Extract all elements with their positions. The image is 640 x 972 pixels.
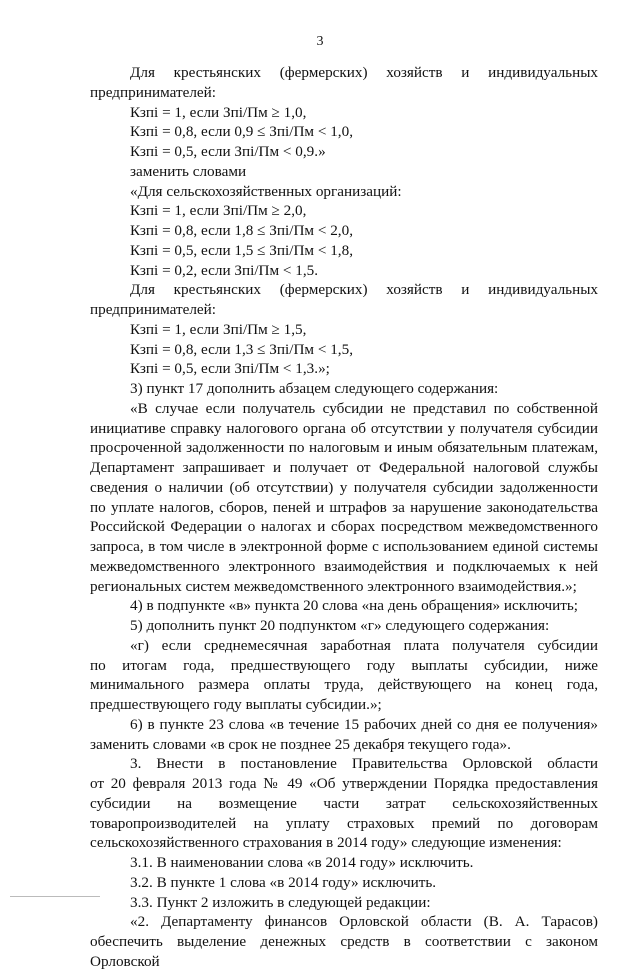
text-line: 3. Внести в постановление Правительства Орловской области [130,755,598,773]
text-line: от 20 февраля 2013 года № 49 «Об утверждении Порядка предоставления [90,775,598,792]
text-line: 6) в пункте 23 слова «в течение 15 рабочих дней со дня ее получения» [130,715,598,733]
footer-rule [10,896,100,897]
page-number: 3 [316,34,324,49]
text-line: 4) в подпункте «в» пункта 20 слова «на день обращения» исключить; [130,597,579,615]
text-line: «Для сельскохозяйственных организаций: [130,182,402,200]
text-line: по уплате налогов, сборов, пеней и штрафов за нарушение законодательства [90,498,598,516]
text-line: заменить словами «в срок не позднее 25 декабря текущего года». [90,735,511,753]
text-line: Кзпi = 0,5, если 1,5 ≤ Зпi/Пм < 1,8, [130,241,353,259]
text-line: «2. Департаменту финансов Орловской области (В. А. Тарасов) [130,913,598,931]
text-line: Российской Федерации о налогах и сборах посредством межведомственного [90,518,598,536]
text-line: Кзпi = 1, если Зпi/Пм ≥ 2,0, [130,202,307,220]
text-line: Кзпi = 1, если Зпi/Пм ≥ 1,0, [130,103,307,121]
text-line: 5) дополнить пункт 20 подпунктом «г» следующего содержания: [130,617,550,634]
text-line: Для крестьянских (фермерских) хозяйств и индивидуальных [130,64,598,81]
text-line: обеспечить выделение денежных средств в соответствии с законом Орловской [90,933,598,970]
text-line: межведомственного электронного взаимодействия и подключаемых к ней [90,557,598,575]
text-line: региональных систем межведомственного электронного взаимодействия.»; [90,577,577,595]
text-line: Для крестьянских (фермерских) хозяйств и индивидуальных [130,281,598,299]
text-line: «г) если среднемесячная заработная плата получателя субсидии [130,636,598,654]
text-line: «В случае если получатель субсидии не представил по собственной [130,399,598,417]
text-line: минимального размера оплаты труда, действующего на конец года, [90,676,598,694]
text-line: запроса, в том числе в электронной форме с использованием единой системы [90,538,598,555]
text-line: инициативе справку налогового органа об отсутствии у получателя субсидии [90,419,598,437]
text-line: Кзпi = 0,5, если Зпi/Пм < 0,9.» [130,143,326,160]
text-line: 3.1. В наименовании слова «в 2014 году» исключить. [130,854,474,871]
text-line: 3.2. В пункте 1 слова «в 2014 году» исключить. [130,873,437,891]
text-line: 3.3. Пункт 2 изложить в следующей редакции: [130,893,431,911]
text-line: сведения о наличии (об отсутствии) у получателя субсидии задолженности [90,478,598,496]
text-line: сельскохозяйственного страхования в 2014 году» следующие изменения: [90,834,562,852]
text-line: 3) пункт 17 дополнить абзацем следующего содержания: [130,380,499,397]
text-line: Кзпi = 1, если Зпi/Пм ≥ 1,5, [130,320,307,338]
text-line: предшествующего году выплаты субсидии.»; [90,696,382,713]
text-line: товаропроизводителей на уплату страховых премий по договорам [90,814,598,832]
text-line: Кзпi = 0,5, если Зпi/Пм < 1,3.»; [130,360,330,378]
text-line: Кзпi = 0,8, если 1,8 ≤ Зпi/Пм < 2,0, [130,222,353,239]
text-line: предпринимателей: [90,301,216,318]
text-line: просроченной задолженности по налоговым и иным обязательным платежам, [90,439,598,457]
document-body [90,63,598,970]
text-line: Кзпi = 0,2, если Зпi/Пм < 1,5. [130,261,319,279]
text-line: Департамент запрашивает и получает от Федеральной налоговой службы [90,459,598,476]
text-line: предпринимателей: [90,83,216,101]
text-line: Кзпi = 0,8, если 1,3 ≤ Зпi/Пм < 1,5, [130,340,353,358]
text-line: по итогам года, предшествующего году выплаты субсидии, ниже [90,656,598,674]
text-line: заменить словами [130,162,247,180]
text-line: субсидии на возмещение части затрат сельскохозяйственных [90,794,598,812]
text-line: Кзпi = 0,8, если 0,9 ≤ Зпi/Пм < 1,0, [130,123,353,141]
